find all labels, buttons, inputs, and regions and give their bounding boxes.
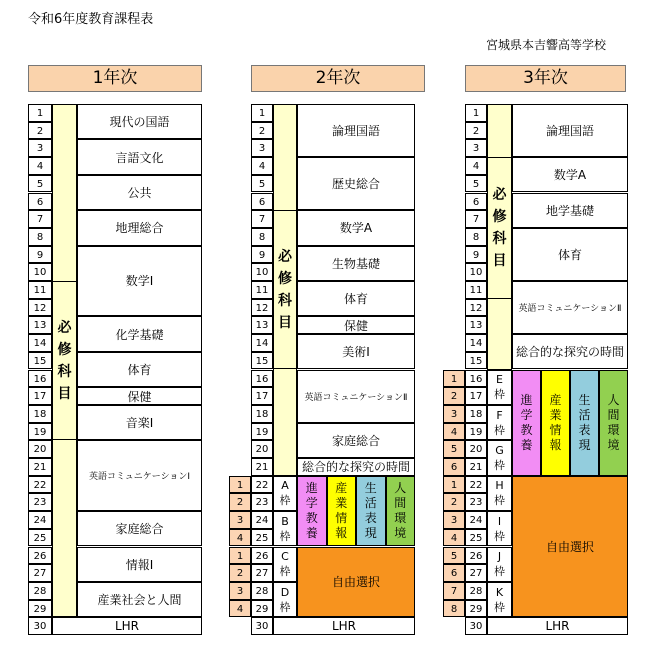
slot-waku: 枠 (279, 494, 291, 508)
slot-waku: 枠 (494, 494, 505, 508)
y3-period-2: 2 (465, 122, 487, 140)
y3-slot-H (487, 476, 512, 511)
y2-elective-group (386, 476, 416, 547)
y1-period-19: 19 (28, 423, 52, 441)
required-char: 科 (278, 292, 292, 309)
y2-period-19: 19 (251, 423, 273, 441)
y1-period-20: 20 (28, 440, 52, 458)
y3-period-26: 26 (465, 547, 487, 565)
y3-period-16: 16 (465, 370, 487, 388)
elective-char: 境 (394, 526, 407, 541)
y2-period-15: 15 (251, 352, 273, 370)
y2-period-28: 28 (251, 582, 273, 600)
y3-option-number: 1 (443, 370, 465, 388)
y3-option-number: 4 (443, 423, 465, 441)
y3-subject: 体育 (512, 228, 628, 281)
slot-waku: 枠 (279, 565, 291, 579)
header-year2: 2年次 (251, 65, 425, 92)
y2-period-21: 21 (251, 458, 273, 476)
elective-char: 環 (607, 422, 620, 437)
y3-slot-E (487, 370, 512, 405)
y1-period-10: 10 (28, 263, 52, 281)
required-char: 必 (492, 186, 507, 203)
y1-subject: 情報Ⅰ (77, 547, 202, 582)
y3-period-30: 30 (465, 617, 487, 635)
required-char: 目 (492, 252, 507, 269)
required-char: 修 (492, 208, 507, 225)
y2-elective-group (327, 476, 357, 547)
y1-period-16: 16 (28, 370, 52, 388)
y3-slot-K (487, 582, 512, 617)
slot-letter: E (496, 373, 503, 387)
y2-subject: 美術Ⅰ (297, 334, 415, 369)
y1-period-8: 8 (28, 228, 52, 246)
elective-char: 境 (607, 437, 620, 452)
slot-letter: J (497, 550, 502, 564)
elective-char: 教 (520, 422, 533, 437)
y2-period-7: 7 (251, 210, 273, 228)
y3-option-number: 3 (443, 511, 465, 529)
y1-period-13: 13 (28, 316, 52, 334)
y1-subject: 音楽Ⅰ (77, 405, 202, 440)
y3-period-9: 9 (465, 246, 487, 264)
slot-letter: F (496, 408, 503, 422)
y3-option-number: 6 (443, 564, 465, 582)
y1-period-21: 21 (28, 458, 52, 476)
y2-period-6: 6 (251, 193, 273, 211)
y3-period-1: 1 (465, 104, 487, 122)
y3-period-24: 24 (465, 511, 487, 529)
y2-slot-C (273, 547, 297, 582)
y3-period-6: 6 (465, 193, 487, 211)
y3-period-7: 7 (465, 210, 487, 228)
y3-option-number: 6 (443, 458, 465, 476)
slot-letter: A (281, 479, 289, 493)
y1-period-30: 30 (28, 617, 52, 635)
required-char: 必 (278, 248, 292, 265)
slot-letter: D (280, 585, 290, 599)
y1-subject: 数学Ⅰ (77, 246, 202, 317)
y2-elective-group (356, 476, 386, 547)
y2-option-number: 1 (229, 476, 251, 494)
y3-period-12: 12 (465, 299, 487, 317)
y3-period-5: 5 (465, 175, 487, 193)
y3-subject: 総合的な探究の時間 (512, 334, 628, 369)
y2-subject: 数学A (297, 210, 415, 245)
required-char: 目 (57, 385, 72, 402)
elective-char: 産 (549, 392, 562, 407)
y2-option-number: 4 (229, 600, 251, 618)
y3-period-23: 23 (465, 493, 487, 511)
slot-waku: 枠 (494, 565, 505, 579)
y3-period-25: 25 (465, 529, 487, 547)
required-char: 必 (57, 319, 72, 336)
y2-option-number: 3 (229, 511, 251, 529)
y1-subject: 現代の国語 (77, 104, 202, 139)
y1-period-23: 23 (28, 493, 52, 511)
y3-period-21: 21 (465, 458, 487, 476)
y2-period-29: 29 (251, 600, 273, 618)
required-char: 目 (278, 314, 292, 331)
y1-period-4: 4 (28, 157, 52, 175)
y1-period-29: 29 (28, 600, 52, 618)
y3-period-4: 4 (465, 157, 487, 175)
y3-option-number: 5 (443, 440, 465, 458)
y2-period-23: 23 (251, 493, 273, 511)
y2-subject: 生物基礎 (297, 246, 415, 281)
y2-period-8: 8 (251, 228, 273, 246)
y2-period-24: 24 (251, 511, 273, 529)
y1-period-17: 17 (28, 387, 52, 405)
y1-period-25: 25 (28, 529, 52, 547)
y2-period-12: 12 (251, 299, 273, 317)
y1-period-27: 27 (28, 564, 52, 582)
y3-elective-group (541, 370, 570, 476)
y3-required-label (487, 157, 512, 299)
elective-char: 表 (364, 511, 377, 526)
y1-period-1: 1 (28, 104, 52, 122)
school-name: 宮城県本吉響高等学校 (486, 38, 607, 52)
y2-period-27: 27 (251, 564, 273, 582)
y2-subject: 総合的な探究の時間 (297, 458, 415, 476)
y3-period-17: 17 (465, 387, 487, 405)
y3-period-27: 27 (465, 564, 487, 582)
y2-period-10: 10 (251, 263, 273, 281)
y2-period-5: 5 (251, 175, 273, 193)
slot-waku: 枠 (279, 529, 291, 543)
y2-free-elective: 自由選択 (297, 547, 415, 618)
y1-subject: 言語文化 (77, 139, 202, 174)
y2-period-22: 22 (251, 476, 273, 494)
elective-char: 報 (335, 526, 348, 541)
y3-slot-F (487, 405, 512, 440)
y2-period-11: 11 (251, 281, 273, 299)
y2-required-label (273, 210, 297, 369)
y2-period-13: 13 (251, 316, 273, 334)
elective-char: 活 (364, 496, 377, 511)
y2-elective-group (297, 476, 327, 547)
elective-char: 産 (335, 481, 348, 496)
elective-char: 表 (578, 422, 591, 437)
elective-char: 養 (305, 526, 318, 541)
y2-option-number: 2 (229, 564, 251, 582)
slot-waku: 枠 (494, 600, 505, 614)
y2-option-number: 4 (229, 529, 251, 547)
y3-elective-group (512, 370, 541, 476)
y2-option-number: 2 (229, 493, 251, 511)
y2-period-18: 18 (251, 405, 273, 423)
required-char: 科 (492, 230, 507, 247)
y1-period-15: 15 (28, 352, 52, 370)
elective-char: 養 (520, 437, 533, 452)
y3-elective-group (599, 370, 628, 476)
y1-period-6: 6 (28, 193, 52, 211)
y2-period-25: 25 (251, 529, 273, 547)
elective-char: 情 (335, 511, 348, 526)
y2-period-1: 1 (251, 104, 273, 122)
y3-slot-J (487, 547, 512, 582)
elective-char: 生 (364, 481, 377, 496)
elective-char: 業 (335, 496, 348, 511)
elective-char: 教 (305, 511, 318, 526)
y3-period-20: 20 (465, 440, 487, 458)
y3-option-number: 2 (443, 493, 465, 511)
slot-waku: 枠 (494, 529, 505, 543)
y3-period-19: 19 (465, 423, 487, 441)
slot-letter: G (495, 443, 504, 457)
y1-subject: 公共 (77, 175, 202, 210)
y2-lhr: LHR (273, 617, 415, 635)
elective-char: 学 (305, 496, 318, 511)
y2-subject: 論理国語 (297, 104, 415, 157)
slot-letter: B (281, 514, 289, 528)
y2-subject: 家庭総合 (297, 423, 415, 458)
y2-option-number: 3 (229, 582, 251, 600)
y1-period-28: 28 (28, 582, 52, 600)
y1-subject: 体育 (77, 352, 202, 387)
y3-elective-group (570, 370, 599, 476)
y1-period-5: 5 (28, 175, 52, 193)
y3-free-elective: 自由選択 (512, 476, 628, 618)
y2-subject: 英語コミュニケーションⅡ (297, 370, 415, 423)
slot-waku: 枠 (494, 388, 505, 402)
y3-period-14: 14 (465, 334, 487, 352)
y1-period-24: 24 (28, 511, 52, 529)
required-char: 修 (57, 341, 72, 358)
y3-period-29: 29 (465, 600, 487, 618)
y1-subject: 地理総合 (77, 210, 202, 245)
y2-period-4: 4 (251, 157, 273, 175)
y2-subject: 保健 (297, 316, 415, 334)
elective-char: 報 (549, 437, 562, 452)
elective-char: 環 (394, 511, 407, 526)
elective-char: 進 (305, 481, 318, 496)
y3-option-number: 1 (443, 476, 465, 494)
y3-lhr: LHR (487, 617, 628, 635)
required-char: 科 (57, 363, 72, 380)
y3-option-number: 8 (443, 600, 465, 618)
y2-period-2: 2 (251, 122, 273, 140)
y1-period-12: 12 (28, 299, 52, 317)
elective-char: 活 (578, 407, 591, 422)
y1-period-26: 26 (28, 547, 52, 565)
required-char: 修 (278, 270, 292, 287)
elective-char: 人 (607, 392, 620, 407)
y3-subject: 英語コミュニケーションⅡ (512, 281, 628, 334)
elective-char: 間 (607, 407, 620, 422)
y2-slot-A (273, 476, 297, 511)
y2-period-9: 9 (251, 246, 273, 264)
slot-letter: I (497, 514, 502, 528)
document-title: 令和6年度教育課程表 (28, 12, 154, 27)
elective-char: 情 (549, 422, 562, 437)
elective-char: 人 (394, 481, 407, 496)
y3-period-11: 11 (465, 281, 487, 299)
elective-char: 学 (520, 407, 533, 422)
y2-period-20: 20 (251, 440, 273, 458)
header-year1: 1年次 (28, 65, 202, 92)
y1-subject: 家庭総合 (77, 511, 202, 546)
y3-option-number: 4 (443, 529, 465, 547)
y1-required-label (52, 281, 77, 440)
y3-period-22: 22 (465, 476, 487, 494)
y3-period-15: 15 (465, 352, 487, 370)
y2-option-number: 1 (229, 547, 251, 565)
slot-letter: K (495, 585, 504, 599)
y1-period-22: 22 (28, 476, 52, 494)
y1-period-2: 2 (28, 122, 52, 140)
y2-subject: 体育 (297, 281, 415, 316)
y2-period-17: 17 (251, 387, 273, 405)
y2-slot-D (273, 582, 297, 617)
y3-option-number: 2 (443, 387, 465, 405)
y1-period-7: 7 (28, 210, 52, 228)
y3-period-8: 8 (465, 228, 487, 246)
y1-subject: 保健 (77, 387, 202, 405)
slot-waku: 枠 (494, 458, 505, 472)
slot-letter: H (495, 479, 504, 493)
elective-char: 生 (578, 392, 591, 407)
y1-subject: 英語コミュニケーションⅠ (77, 440, 202, 511)
y3-option-number: 5 (443, 547, 465, 565)
y2-period-26: 26 (251, 547, 273, 565)
y3-period-3: 3 (465, 139, 487, 157)
elective-char: 現 (364, 526, 377, 541)
y2-slot-B (273, 511, 297, 546)
y3-option-number: 3 (443, 405, 465, 423)
elective-char: 業 (549, 407, 562, 422)
y3-slot-G (487, 440, 512, 475)
y2-period-3: 3 (251, 139, 273, 157)
y3-slot-I (487, 511, 512, 546)
elective-char: 進 (520, 392, 533, 407)
y3-period-28: 28 (465, 582, 487, 600)
y1-subject: 産業社会と人間 (77, 582, 202, 617)
y3-subject: 数学A (512, 157, 628, 192)
y1-lhr: LHR (52, 617, 202, 635)
y3-period-10: 10 (465, 263, 487, 281)
y2-period-14: 14 (251, 334, 273, 352)
elective-char: 間 (394, 496, 407, 511)
y2-period-16: 16 (251, 370, 273, 388)
y3-subject: 地学基礎 (512, 193, 628, 228)
y1-subject: 化学基礎 (77, 316, 202, 351)
slot-waku: 枠 (279, 600, 291, 614)
y3-subject: 論理国語 (512, 104, 628, 157)
y1-period-3: 3 (28, 139, 52, 157)
elective-char: 現 (578, 437, 591, 452)
header-year3: 3年次 (465, 65, 626, 92)
y3-period-13: 13 (465, 316, 487, 334)
slot-letter: C (281, 550, 289, 564)
y2-subject: 歴史総合 (297, 157, 415, 210)
y1-period-9: 9 (28, 246, 52, 264)
y1-period-14: 14 (28, 334, 52, 352)
slot-waku: 枠 (494, 423, 505, 437)
y1-period-11: 11 (28, 281, 52, 299)
y1-period-18: 18 (28, 405, 52, 423)
y3-period-18: 18 (465, 405, 487, 423)
y3-option-number: 7 (443, 582, 465, 600)
y2-period-30: 30 (251, 617, 273, 635)
